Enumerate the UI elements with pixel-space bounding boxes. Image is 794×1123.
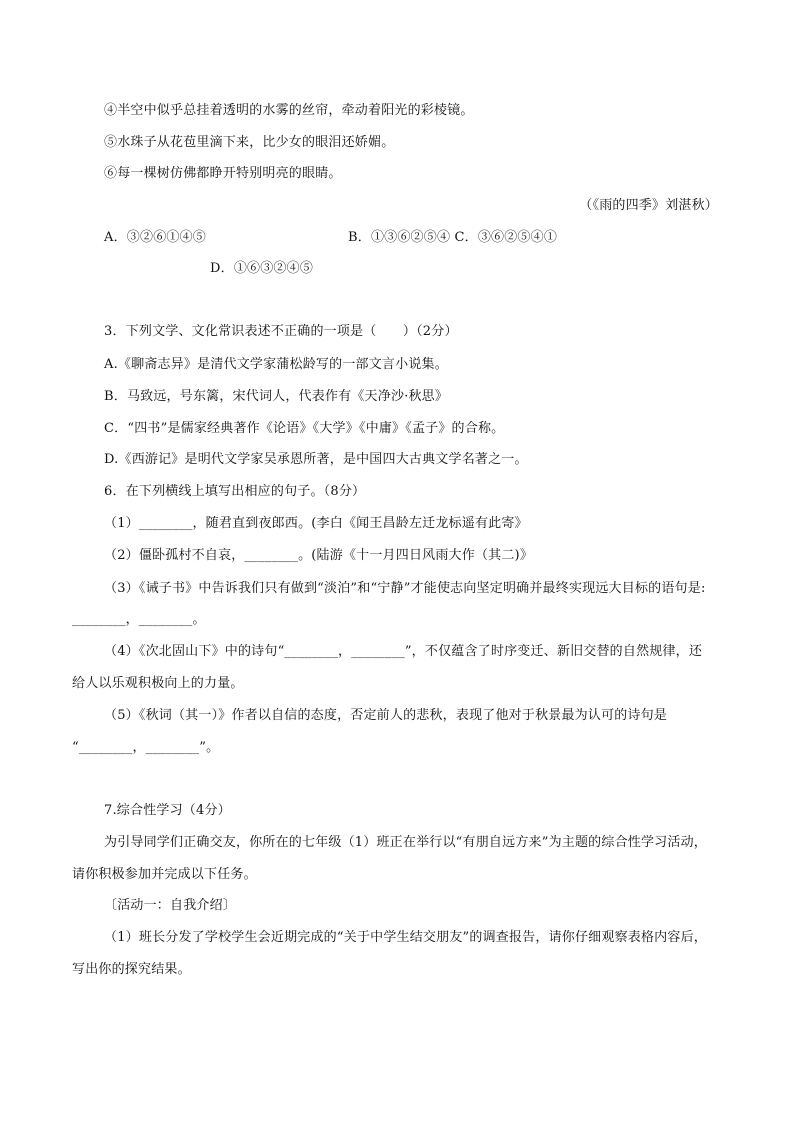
sentence-5: ⑤水珠子从花苞里滴下来，比少女的眼泪还娇媚。 [104, 135, 395, 150]
question-6-item-2: （2）僵卧孤村不自哀，________。(陆游《十一月四日风雨大作（其二)》 [104, 548, 534, 563]
question-6-item-1: （1）________，随君直到夜郎西。(李白《闻王昌龄左迁龙标遥有此寄》 [104, 516, 528, 531]
question-3-option-a: A.《聊斋志异》是清代文学家蒲松龄写的一部文言小说集。 [104, 357, 448, 372]
question-7-sub-1-cont: 写出你的探究结果。 [72, 962, 191, 977]
question-3-option-d: D.《西游记》是明代文学家吴承恩所著，是中国四大古典文学名著之一。 [104, 452, 528, 467]
question-7-intro: 为引导同学们正确交友，你所在的七年级（1）班正在举行以“有朋自远方来”为主题的综合性学习活动， [104, 835, 707, 850]
question-6-item-5: （5）《秋词（其一）》作者以自信的态度，否定前人的悲秋，表现了他对于秋景最为认可的诗句是 [104, 708, 668, 723]
question-7-stem: 7.综合性学习（4分） [104, 803, 231, 818]
option-b-c: B．①③⑥②⑤④ C．③⑥②⑤④① [348, 230, 558, 245]
question-7-intro-cont: 请你积极参加并完成以下任务。 [72, 867, 257, 882]
question-6-item-4: （4）《次北固山下》中的诗句“________，________”，不仅蕴含了时序变迁、新旧交替的自然规律，还 [104, 644, 703, 659]
sentence-4: ④半空中似乎总挂着透明的水雾的丝帘，牵动着阳光的彩棱镜。 [104, 103, 474, 118]
option-a: A．③②⑥①④⑤ [104, 230, 206, 245]
passage-source: （《雨的四季》刘湛秋） [579, 198, 718, 213]
question-3-option-c: C．“四书”是儒家经典著作《论语》《大学》《中庸》《孟子》的合称。 [104, 421, 505, 436]
activity-heading: 〔活动一：自我介绍〕 [104, 898, 237, 913]
question-6-stem: 6．在下列横线上填写出相应的句子。（8分） [104, 484, 366, 499]
question-7-sub-1: （1）班长分发了学校学生会近期完成的“关于中学生结交朋友”的调查报告，请你仔细观察表格内容后， [104, 930, 707, 945]
question-3-option-b: B．马致远，号东篱，宋代词人，代表作有《天净沙·秋思》 [104, 389, 449, 404]
question-6-item-3-blanks: ________，________。 [72, 612, 206, 627]
question-3-stem: 3．下列文学、文化常识表述不正确的一项是（ ）（2分） [104, 324, 458, 339]
question-6-item-5-blanks: “________，________”。 [72, 740, 220, 755]
question-6-item-3: （3）《诫子书》中告诉我们只有做到“淡泊”和“宁静”才能使志向坚定明确并最终实现远大目标的语句是: [104, 581, 706, 596]
sentence-6: ⑥每一棵树仿佛都睁开特别明亮的眼睛。 [104, 166, 342, 181]
question-6-item-4-cont: 给人以乐观积极向上的力量。 [72, 676, 244, 691]
option-d: D．①⑥③②④⑤ [210, 261, 314, 276]
